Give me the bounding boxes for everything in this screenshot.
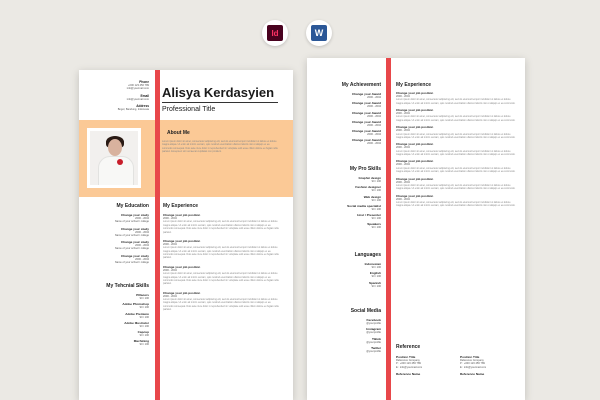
contact-block [83, 80, 149, 111]
experience-heading: My Experience [396, 82, 432, 88]
language-item: Spanish 90 / 100 [368, 280, 381, 288]
profile-photo [87, 128, 141, 188]
achievement-item: Change your Award 2000 - 2004 [351, 110, 381, 118]
indesign-glyph: Id [267, 25, 283, 41]
contact-label: Email [140, 93, 149, 98]
about-heading: About Me [167, 130, 190, 136]
experience-item: Change your job position 2000 - 2004 Lorem ipsum dolor sit amet, consectetur adipiscing elit, sed do eiusmod tempor incididunt ut labore et dolore magna aliqua. Ut enim ad minim veniam, quis nostrud exercitation ullamco laboris nisi ut aliquip ex ea commodo. [396, 159, 516, 174]
education-item: Change your study 2000 - 2004 Name of your school / college [114, 226, 149, 237]
tech-skills-heading: My Tehcnial Skills [106, 283, 149, 289]
skill-item: Social media specialist 90 / 100 [347, 203, 381, 211]
achievement-item: Change your Award 2000 - 2004 [351, 92, 381, 99]
social-item: Tiktok @yourprofile [366, 336, 381, 344]
word-glyph: W [311, 25, 327, 41]
experience-item: Change your job position 2000 - 2004 Lorem ipsum dolor sit amet, consectetur adipiscing elit, sed do eiusmod tempor incididunt ut labore et dolore magna aliqua. Ut enim ad minim veniam, quis nostrud exercitation ullamco laboris nisi ut aliquip ex ea commodo consequat. Duis aute irure dolor in reprehenderit in voluptate velit esse cillum dolore eu fugiat nulla pariatur. [163, 264, 279, 286]
experience-item: Change your job position 2000 - 2004 Lorem ipsum dolor sit amet, consectetur adipiscing elit, sed do eiusmod tempor incididunt ut labore et dolore magna aliqua. Ut enim ad minim veniam, quis nostrud exercitation ullamco laboris nisi ut aliquip ex ea commodo. [396, 142, 516, 157]
achievement-block [311, 82, 381, 148]
experience-item: Change your job position 2000 - 2004 Lorem ipsum dolor sit amet, consectetur adipiscing elit, sed do eiusmod tempor incididunt ut labore et dolore magna aliqua. Ut enim ad minim veniam, quis nostrud exercitation ullamco laboris nisi ut aliquip ex ea commodo consequat. Duis aute irure dolor in reprehenderit in voluptate velit esse cillum dolore eu fugiat nulla pariatur. [163, 290, 279, 312]
social-item: Twitter @yourprofile [366, 345, 381, 353]
education-heading: My Education [116, 203, 149, 209]
contact-value: +000 123 456 789 [128, 84, 149, 87]
skill-item: Graphic design 90 / 100 [358, 176, 381, 183]
contact-label: Address [136, 103, 149, 108]
education-item: Change your study 2000 - 2004 Name of your school / college [114, 213, 149, 224]
skill-item: Host / Presenter 90 / 100 [357, 213, 381, 221]
pro-skills-block [311, 166, 381, 232]
languages-heading: Languages [354, 252, 381, 258]
reference-heading: Reference [396, 344, 421, 350]
word-icon [306, 20, 332, 46]
skill-item: Web design 90 / 100 [363, 194, 381, 202]
skill-item: Adobe Illustrator 90 / 100 [124, 320, 149, 328]
resume-name: Alisya Kerdasyien [162, 85, 275, 100]
skill-item: Speakers 90 / 100 [367, 222, 381, 230]
experience-item: Change your job position 2000 - 2004 Lorem ipsum dolor sit amet, consectetur adipiscing elit, sed do eiusmod tempor incididunt ut labore et dolore magna aliqua. Ut enim ad minim veniam, quis nostrud exercitation ullamco laboris nisi ut aliquip ex ea commodo. [396, 91, 516, 105]
education-block [83, 203, 149, 267]
reference-item: Position Title Reference Company P : +000 123 456 789 E : info@yourmail.com Reference Name [396, 355, 423, 376]
experience-block-2 [396, 82, 516, 211]
skill-item: Machining 90 / 100 [133, 339, 149, 347]
indesign-icon [262, 20, 288, 46]
experience-block [163, 203, 281, 317]
education-item: Change your study 2000 - 2004 Name of your school / college [114, 240, 149, 251]
social-heading: Social Media [350, 308, 381, 314]
education-item: Change your study 2000 - 2004 Name of your school / college [114, 253, 149, 265]
achievement-item: Change your Award 2000 - 2004 [351, 129, 381, 137]
reference-block [396, 344, 516, 376]
skill-item: Adobe Premiere 90 / 100 [125, 311, 149, 319]
languages-block [311, 252, 381, 290]
experience-item: Change your job position 2000 - 2004 Lorem ipsum dolor sit amet, consectetur adipiscing elit, sed do eiusmod tempor incididunt ut labore et dolore magna aliqua. Ut enim ad minim veniam, quis nostrud exercitation ullamco laboris nisi ut aliquip ex ea commodo consequat. Duis aute irure dolor in reprehenderit in voluptate velit esse cillum dolore eu fugiat nulla pariatur. [163, 213, 279, 234]
name-divider [162, 102, 278, 103]
skill-item: Adobe Photoshop 90 / 100 [122, 302, 149, 310]
contact-label: Phone [139, 80, 149, 84]
professional-title: Professional Title [162, 106, 216, 113]
experience-item: Change your job position 2000 - 2004 Lorem ipsum dolor sit amet, consectetur adipiscing elit, sed do eiusmod tempor incididunt ut labore et dolore magna aliqua. Ut enim ad minim veniam, quis nostrud exercitation ullamco laboris nisi ut aliquip ex ea commodo. [396, 125, 516, 139]
experience-item: Change your job position 2000 - 2004 Lorem ipsum dolor sit amet, consectetur adipiscing elit, sed do eiusmod tempor incididunt ut labore et dolore magna aliqua. Ut enim ad minim veniam, quis nostrud exercitation ullamco laboris nisi ut aliquip ex ea commodo consequat. Duis aute irure dolor in reprehenderit in voluptate velit esse cillum dolore eu fugiat nulla pariatur. [163, 238, 279, 260]
resume-page-1 [79, 70, 293, 400]
achievement-item: Change your Award 2000 - 2004 [351, 138, 381, 146]
reference-item: Position Title Reference Company P : +000 123 456 789 E : info@yourmail.com Reference Name [460, 355, 487, 376]
about-text: Lorem ipsum dolor sit amet, consectetur adipiscing elit, sed do eiusmod tempor incididunt ut labore et dolore magna aliqua. Ut enim ad minim veniam, quis nostrud exercitation ullamco laboris nisi ut aliquip ex ea commodo consequat. Duis aute irure dolor in reprehenderit in voluptate velit esse cillum dolore eu fugiat nulla pariatur. Excepteur sint occaecat cupidatat non proident. [162, 140, 278, 154]
tech-skills-block [83, 283, 149, 349]
achievement-heading: My Achievement [341, 82, 381, 88]
experience-heading: My Experience [163, 203, 199, 209]
resume-page-2 [307, 58, 525, 400]
skill-item: Pillacers 90 / 100 [136, 293, 149, 300]
skill-item: Capcup 90 / 100 [137, 330, 149, 338]
red-accent-bar [386, 58, 391, 400]
skill-item: Fashion designer 90 / 100 [355, 185, 381, 193]
contact-value: info@yourmail.com [126, 97, 149, 101]
social-block [311, 308, 381, 355]
language-item: English 90 / 100 [369, 271, 381, 279]
experience-item: Change your job position 2000 - 2004 Lorem ipsum dolor sit amet, consectetur adipiscing elit, sed do eiusmod tempor incididunt ut labore et dolore magna aliqua. Ut enim ad minim veniam, quis nostrud exercitation ullamco laboris nisi ut aliquip ex ea commodo. [396, 193, 516, 208]
experience-item: Change your job position 2000 - 2004 Lorem ipsum dolor sit amet, consectetur adipiscing elit, sed do eiusmod tempor incididunt ut labore et dolore magna aliqua. Ut enim ad minim veniam, quis nostrud exercitation ullamco laboris nisi ut aliquip ex ea commodo. [396, 176, 516, 191]
social-item: Instagram @yourprofile [366, 327, 381, 335]
achievement-item: Change your Award 2000 - 2004 [351, 119, 381, 127]
red-accent-bar [155, 70, 160, 400]
pro-skills-heading: My Pro Skills [349, 166, 381, 172]
experience-item: Change your job position 2000 - 2004 Lorem ipsum dolor sit amet, consectetur adipiscing elit, sed do eiusmod tempor incididunt ut labore et dolore magna aliqua. Ut enim ad minim veniam, quis nostrud exercitation ullamco laboris nisi ut aliquip ex ea commodo. [396, 108, 516, 122]
achievement-item: Change your Award 2000 - 2004 [351, 101, 381, 109]
language-item: Indonesian 90 / 100 [364, 262, 381, 269]
social-item: Facebook @yourprofile [366, 318, 381, 325]
contact-value: Bogor, Bandung, Indonesia [117, 107, 149, 111]
contact-value: info@yourmail.com [126, 87, 149, 91]
